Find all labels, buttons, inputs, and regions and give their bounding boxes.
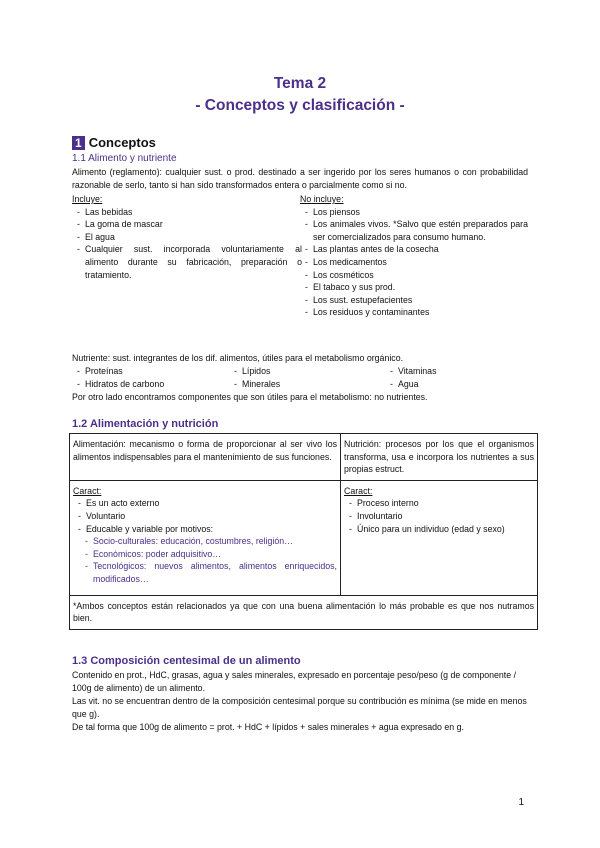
nutrients-col-1 [72, 365, 222, 390]
list-item: - Vitaminas [385, 365, 525, 378]
list-item: - Económicos: poder adquisitivo… [73, 548, 337, 561]
list-item: - Agua [385, 378, 525, 391]
list-item: - Proteínas [72, 365, 222, 378]
list-item: - Los animales vivos. *Salvo que estén preparados para ser comercializados para consumo humano. [300, 218, 528, 243]
list-item: - Los residuos y contaminantes [300, 306, 528, 319]
nutriente-definition: Nutriente: sust. integrantes de los dif. alimentos, útiles para el metabolismo orgánico. [72, 353, 404, 363]
section-heading [72, 135, 156, 150]
list-item: - Cualquier sust. incorporada voluntariamente al alimento durante su fabricación, preparación o tratamiento. [72, 243, 302, 281]
list-item: - Las plantas antes de la cosecha [300, 243, 528, 256]
section-title: Conceptos [88, 135, 156, 150]
alimento-definition: Alimento (reglamento): cualquier sust. o prod. destinado a ser ingerido por los seres humanos o con probabilidad razonable de serlo, tanto si han sido transformados entera o parcialmente como si no. [72, 167, 528, 190]
alimentacion-caract-list [73, 497, 337, 535]
caract-label: Caract: [344, 485, 373, 496]
list-item: - Los piensos [300, 206, 528, 219]
list-item: - El tabaco y sus prod. [300, 281, 528, 294]
composicion-paragraph-1: Contenido en prot., HdC, grasas, agua y sales minerales, expresado en porcentaje peso/peso (g de componente / 100g de alimento) de un alimento. [72, 670, 517, 693]
nutricion-caract-list [344, 497, 534, 535]
list-item: - Proceso interno [344, 497, 534, 510]
list-item: - La goma de mascar [72, 218, 302, 231]
excludes-block [300, 193, 528, 319]
excludes-list [300, 206, 528, 319]
list-item: - Involuntario [344, 510, 534, 523]
nutricion-caract-cell [341, 480, 538, 595]
list-item: - Único para un individuo (edad y sexo) [344, 523, 534, 536]
nutrients-col-3 [385, 365, 525, 390]
list-item: - Educable y variable por motivos: [73, 523, 337, 536]
includes-block [72, 193, 302, 281]
alimentacion-caract-cell [70, 480, 341, 595]
nutrients-col-2 [229, 365, 369, 390]
list-item: - Hidratos de carbono [72, 378, 222, 391]
excludes-label: No incluye: [300, 194, 344, 204]
document-title: Tema 2 [273, 75, 327, 92]
list-item: - Las bebidas [72, 206, 302, 219]
caract-label: Caract: [73, 485, 102, 496]
subsection-title-1-1: 1.1 Alimento y nutriente [72, 153, 177, 164]
list-item: - Lípidos [229, 365, 369, 378]
list-item: - Minerales [229, 378, 369, 391]
alimentacion-nutricion-table [69, 433, 538, 630]
no-nutrientes-note: Por otro lado encontramos componentes que son útiles para el metabolismo: no nutrientes. [72, 392, 428, 402]
section-number: 1 [72, 136, 85, 150]
list-item: - Voluntario [73, 510, 337, 523]
list-item: - Los sust. estupefacientes [300, 294, 528, 307]
composicion-paragraph-2: Las vit. no se encuentran dentro de la composición centesimal porque su contribución es mínima (se mide en menos que g). [72, 696, 527, 719]
motivos-list [73, 535, 337, 585]
includes-list [72, 206, 302, 282]
includes-label: Incluye: [72, 194, 103, 204]
alimentacion-definition-cell: Alimentación: mecanismo o forma de proporcionar al ser vivo los alimentos indispensables para el mantenimiento de sus funciones. [70, 434, 341, 481]
composicion-paragraph-3: De tal forma que 100g de alimento = prot. + HdC + lípidos + sales minerales + agua expresado en g. [72, 722, 464, 732]
subsection-title-1-2: 1.2 Alimentación y nutrición [72, 418, 219, 430]
list-item: - Los cosméticos [300, 269, 528, 282]
list-item: - Socio-culturales: educación, costumbres, religión… [73, 535, 337, 548]
page-number: 1 [518, 797, 524, 808]
relation-note-cell: *Ambos conceptos están relacionados ya que con una buena alimentación lo más probable es que nos nutramos bien. [70, 595, 538, 629]
list-item: - El agua [72, 231, 302, 244]
list-item: - Los medicamentos [300, 256, 528, 269]
nutricion-definition-cell: Nutrición: procesos por los que el organismos transforma, usa e incorpora los nutrientes a sus propias estruct. [341, 434, 538, 481]
list-item: - Tecnológicos: nuevos alimentos, alimentos enriquecidos, modificados… [73, 560, 337, 585]
list-item: - Es un acto externo [73, 497, 337, 510]
document-subtitle: - Conceptos y clasificación - [195, 97, 405, 114]
subsection-title-1-3: 1.3 Composición centesimal de un alimento [72, 655, 301, 667]
